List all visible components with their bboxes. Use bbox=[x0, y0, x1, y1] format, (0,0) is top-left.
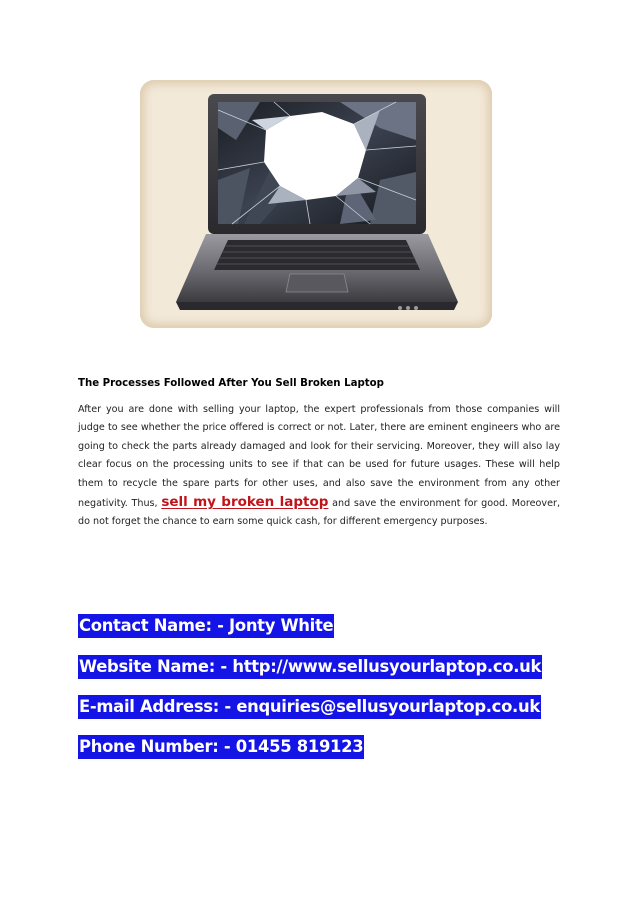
laptop-photo-frame bbox=[140, 80, 492, 328]
sell-my-broken-laptop-link[interactable]: sell my broken laptop bbox=[161, 494, 329, 511]
broken-laptop-photo bbox=[140, 80, 492, 328]
website-name-line bbox=[78, 657, 568, 676]
contact-name-line bbox=[78, 616, 568, 635]
contact-name: Contact Name: - Jonty White bbox=[78, 614, 334, 638]
email-address-line bbox=[78, 697, 568, 716]
phone-number-line bbox=[78, 737, 568, 756]
article-heading: The Processes Followed After You Sell Broken Laptop bbox=[78, 378, 384, 389]
article-paragraph bbox=[78, 401, 560, 532]
website-name[interactable]: Website Name: - http://www.sellusyourlaptop.co.uk bbox=[78, 655, 542, 679]
email-address[interactable]: E-mail Address: - enquiries@sellusyourlaptop.co.uk bbox=[78, 695, 541, 719]
paragraph-text-start: After you are done with selling your laptop, the expert professionals from those companies will judge to see whether the price offered is correct or not. Later, there are eminent engineers who are going to check the parts already damaged and look for their servicing. Moreover, they will also lay clear focus on the processing units to see if that can be used for future usages. These will help them to recycle the spare parts for other uses, and also save the environment from any other negativity. Thus, bbox=[78, 404, 560, 510]
paragraph-text-end: and save the environment for good. Moreover, do not forget the chance to earn some quick cash, for different emergency purposes. bbox=[78, 498, 560, 528]
phone-number: Phone Number: - 01455 819123 bbox=[78, 735, 364, 759]
